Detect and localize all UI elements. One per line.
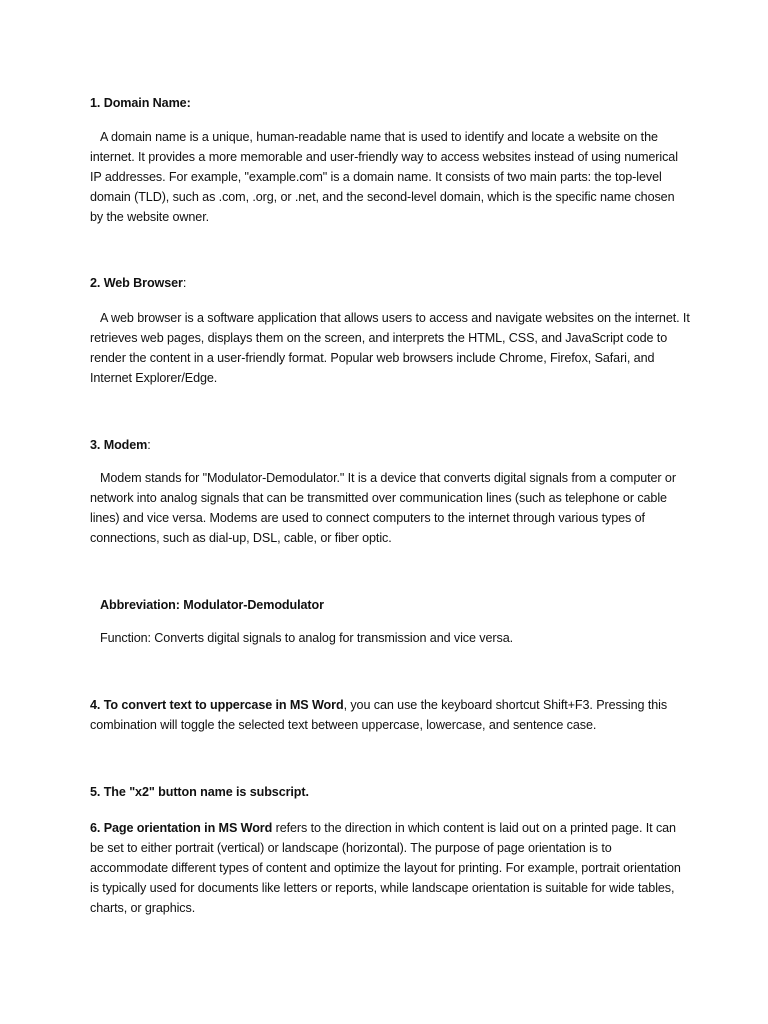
heading-modem	[90, 435, 690, 455]
heading-domain-name	[90, 93, 690, 113]
heading-web-browser-text: 2. Web Browser	[90, 276, 183, 290]
heading-modem-text: 3. Modem	[90, 438, 148, 452]
paragraph-orientation	[90, 818, 690, 918]
modem-abbreviation: Abbreviation: Modulator-Demodulator	[100, 598, 324, 612]
heading-domain-name-text: 1. Domain Name:	[90, 96, 191, 110]
heading-web-browser-colon: :	[182, 276, 187, 290]
heading-modem-colon: :	[147, 438, 151, 452]
paragraph-web-browser: A web browser is a software application that allows users to access and navigate websites on the internet. It retrieves web pages, displays them on the screen, and interprets the HTML, CSS, and JavaScript code to render the content in a user-friendly format. Popular web browsers include Chrome, Firefox, Safari, and Internet Explorer/Edge.	[90, 311, 690, 385]
orientation-lead: 6. Page orientation in MS Word	[90, 821, 273, 835]
heading-web-browser	[90, 273, 690, 293]
orientation-body: refers to the direction in which content is laid out on a printed page. It can be set to either portrait (vertical) or landscape (horizontal). The purpose of page orientation is to accommodate different types of content and optimize the layout for printing. For example, portrait orientation is typically used for documents like letters or reports, while landscape orientation is suitable for wide tables, charts, or graphics.	[90, 821, 681, 915]
paragraph-modem: Modem stands for "Modulator-Demodulator." It is a device that converts digital signals from a computer or network into analog signals that can be transmitted over communication lines (such as telephone or cable lines) and vice versa. Modems are used to connect computers to the internet through various types of connections, such as dial-up, DSL, cable, or fiber optic.	[90, 471, 676, 545]
paragraph-uppercase	[90, 695, 690, 735]
paragraph-domain-name: A domain name is a unique, human-readable name that is used to identify and locate a website on the internet. It provides a more memorable and user-friendly way to access websites instead of using numerical IP addresses. For example, "example.com" is a domain name. It consists of two main parts: the top-level domain (TLD), such as .com, .org, or .net, and the second-level domain, which is the specific name chosen by the website owner.	[90, 130, 678, 224]
modem-function: Function: Converts digital signals to analog for transmission and vice versa.	[100, 631, 513, 645]
uppercase-body: , you can use the keyboard shortcut Shift+F3. Pressing this combination will toggle the selected text between uppercase, lowercase, and sentence case.	[90, 698, 668, 732]
uppercase-lead: 4. To convert text to uppercase in MS Word	[90, 698, 344, 712]
subscript-statement: 5. The "x2" button name is subscript.	[90, 785, 309, 799]
